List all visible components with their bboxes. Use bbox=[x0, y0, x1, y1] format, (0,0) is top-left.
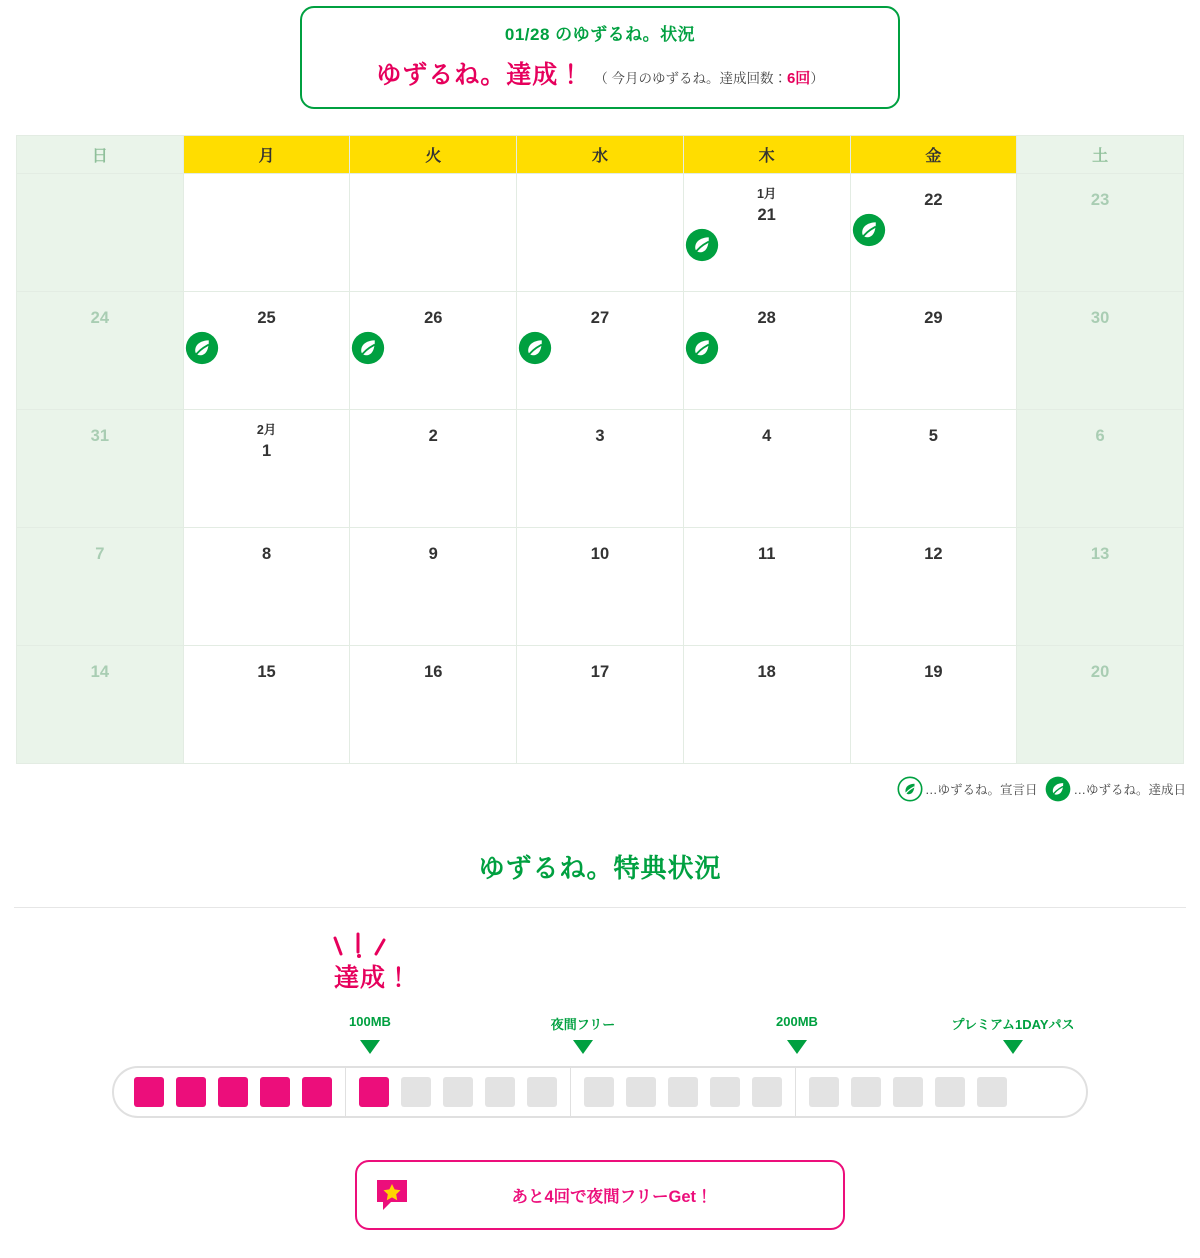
calendar-day-number: 6 bbox=[1095, 427, 1105, 445]
banner-sub-prefix: （ 今月のゆずるね。達成回数： bbox=[594, 71, 787, 86]
calendar-day-number: 23 bbox=[1090, 191, 1110, 209]
star-balloon-icon bbox=[357, 1175, 427, 1215]
status-banner-wrapper bbox=[0, 0, 1200, 109]
sparkle-icon bbox=[318, 932, 428, 958]
progress-gauge bbox=[112, 1066, 1088, 1118]
calendar-day-cell[interactable] bbox=[1017, 528, 1184, 646]
calendar-day-number: 11 bbox=[757, 545, 776, 563]
calendar-day-cell[interactable] bbox=[683, 528, 850, 646]
achieved-label: 達成！ bbox=[333, 964, 412, 992]
calendar-day-cell[interactable] bbox=[1017, 292, 1184, 410]
calendar-day-cell[interactable] bbox=[183, 292, 350, 410]
gauge-segment-group bbox=[128, 1068, 346, 1116]
gauge-cell-empty bbox=[626, 1077, 656, 1107]
calendar-day-cell[interactable] bbox=[683, 646, 850, 764]
calendar-day-number: 16 bbox=[424, 663, 443, 681]
footer-message-wrapper bbox=[0, 1160, 1200, 1230]
milestone-arrow-icon bbox=[573, 1040, 593, 1054]
calendar-empty-cell bbox=[350, 174, 517, 292]
calendar-day-number: 26 bbox=[424, 309, 443, 327]
calendar-day-number: 15 bbox=[257, 663, 276, 681]
calendar-day-number: 12 bbox=[924, 545, 943, 563]
calendar-day-cell[interactable] bbox=[183, 528, 350, 646]
calendar-day-number: 3 bbox=[595, 427, 605, 445]
calendar-day-number: 22 bbox=[924, 191, 943, 209]
calendar-day-cell[interactable] bbox=[850, 646, 1017, 764]
gauge-cell-empty bbox=[977, 1077, 1007, 1107]
calendar-day-number: 14 bbox=[90, 663, 110, 681]
leaf-filled-icon bbox=[685, 228, 849, 262]
calendar-day-cell[interactable] bbox=[183, 646, 350, 764]
calendar-day-cell[interactable] bbox=[683, 292, 850, 410]
calendar-day-number: 24 bbox=[90, 309, 110, 327]
calendar-legend bbox=[0, 776, 1186, 802]
milestone-label: 夜間フリー bbox=[550, 1017, 616, 1032]
footer-message-text: あと4回で夜間フリーGet！ bbox=[511, 1188, 713, 1206]
gauge-cell-filled bbox=[176, 1077, 206, 1107]
calendar-empty-cell bbox=[517, 174, 684, 292]
status-banner-title: 01/28 のゆずるね。状況 bbox=[504, 25, 696, 44]
milestone-arrow-icon bbox=[787, 1040, 807, 1054]
gauge-cell-empty bbox=[527, 1077, 557, 1107]
gauge-cell-empty bbox=[401, 1077, 431, 1107]
status-banner-sub-text bbox=[594, 67, 824, 88]
milestone-label: 100MB bbox=[349, 1014, 391, 1029]
calendar-day-number: 17 bbox=[590, 663, 610, 681]
calendar-day-number: 5 bbox=[928, 427, 938, 445]
calendar-header-sat: 土 bbox=[1017, 136, 1184, 174]
calendar bbox=[16, 135, 1184, 764]
leaf-filled-icon bbox=[852, 213, 1016, 247]
leaf-filled-icon bbox=[685, 331, 849, 365]
calendar-day-cell[interactable] bbox=[683, 410, 850, 528]
gauge-cell-empty bbox=[668, 1077, 698, 1107]
calendar-header-wed: 水 bbox=[517, 136, 684, 174]
calendar-day-cell[interactable] bbox=[1017, 410, 1184, 528]
gauge-cell-empty bbox=[893, 1077, 923, 1107]
calendar-day-number: 18 bbox=[757, 663, 776, 681]
gauge-cell-filled bbox=[359, 1077, 389, 1107]
calendar-day-cell[interactable] bbox=[850, 410, 1017, 528]
calendar-header-row bbox=[17, 136, 1184, 174]
calendar-day-number: 9 bbox=[428, 545, 438, 563]
calendar-day-cell[interactable] bbox=[850, 174, 1017, 292]
calendar-day-number: 29 bbox=[924, 309, 943, 327]
calendar-day-number: 8 bbox=[261, 545, 272, 563]
calendar-header-mon: 月 bbox=[183, 136, 350, 174]
legend-achieved-label: …ゆずるね。達成日 bbox=[1073, 783, 1186, 797]
leaf-filled-icon bbox=[185, 331, 349, 365]
calendar-header-thu: 木 bbox=[683, 136, 850, 174]
benefits-gauge-area bbox=[0, 926, 1200, 1146]
calendar-day-cell[interactable] bbox=[350, 646, 517, 764]
calendar-day-number: 21 bbox=[757, 205, 776, 224]
benefits-title: ゆずるね。特典状況 bbox=[478, 853, 722, 883]
calendar-day-cell[interactable] bbox=[1017, 174, 1184, 292]
milestone-label: 200MB bbox=[776, 1014, 818, 1029]
calendar-header-tue: 火 bbox=[350, 136, 517, 174]
calendar-day-number: 19 bbox=[924, 663, 943, 681]
calendar-day-cell[interactable] bbox=[17, 410, 184, 528]
gauge-cell-empty bbox=[851, 1077, 881, 1107]
calendar-month-tag: 1月 bbox=[756, 187, 777, 201]
gauge-cell-empty bbox=[710, 1077, 740, 1107]
gauge-cell-empty bbox=[485, 1077, 515, 1107]
milestone-label: プレミアム1DAYパス bbox=[951, 1017, 1075, 1032]
calendar-day-cell[interactable] bbox=[683, 174, 850, 292]
achieved-badge bbox=[318, 932, 428, 994]
gauge-cell-filled bbox=[134, 1077, 164, 1107]
leaf-filled-icon bbox=[518, 331, 682, 365]
gauge-cell-filled bbox=[218, 1077, 248, 1107]
calendar-day-cell[interactable] bbox=[1017, 646, 1184, 764]
calendar-day-cell[interactable] bbox=[850, 528, 1017, 646]
calendar-day-number: 30 bbox=[1090, 309, 1110, 327]
calendar-day-number: 25 bbox=[257, 309, 276, 327]
calendar-header-sun: 日 bbox=[17, 136, 184, 174]
milestone-labels bbox=[0, 1014, 1200, 1034]
legend-declared bbox=[897, 776, 1038, 802]
calendar-day-number: 7 bbox=[95, 545, 105, 563]
gauge-segment-group bbox=[803, 1068, 1020, 1116]
banner-sub-count: 6回 bbox=[786, 70, 811, 87]
calendar-week-row bbox=[17, 646, 1184, 764]
milestone-arrow-icon bbox=[360, 1040, 380, 1054]
status-banner-row bbox=[302, 55, 898, 91]
calendar-body bbox=[17, 174, 1184, 764]
calendar-day-number: 20 bbox=[1090, 663, 1110, 681]
status-banner bbox=[300, 6, 900, 109]
calendar-day-number: 2 bbox=[428, 427, 438, 445]
gauge-segment-group bbox=[578, 1068, 796, 1116]
gauge-cell-filled bbox=[302, 1077, 332, 1107]
banner-sub-suffix: ） bbox=[810, 71, 824, 86]
calendar-day-cell[interactable] bbox=[350, 528, 517, 646]
calendar-day-number: 27 bbox=[590, 309, 610, 327]
calendar-day-cell[interactable] bbox=[350, 410, 517, 528]
calendar-day-cell[interactable] bbox=[850, 292, 1017, 410]
calendar-empty-cell bbox=[17, 174, 184, 292]
milestone-arrow-icon bbox=[1003, 1040, 1023, 1054]
calendar-day-number: 1 bbox=[261, 441, 272, 460]
calendar-day-cell[interactable] bbox=[517, 528, 684, 646]
calendar-day-cell[interactable] bbox=[517, 292, 684, 410]
calendar-day-cell[interactable] bbox=[17, 292, 184, 410]
gauge-cell-empty bbox=[809, 1077, 839, 1107]
calendar-day-cell[interactable] bbox=[17, 528, 184, 646]
gauge-cell-empty bbox=[443, 1077, 473, 1107]
footer-message-pill[interactable] bbox=[355, 1160, 845, 1230]
calendar-day-number: 28 bbox=[757, 309, 776, 327]
calendar-day-number: 4 bbox=[762, 427, 772, 445]
gauge-cell-empty bbox=[935, 1077, 965, 1107]
status-banner-main-text: ゆずるね。達成！ bbox=[376, 61, 585, 89]
calendar-week-row bbox=[17, 528, 1184, 646]
calendar-week-row bbox=[17, 410, 1184, 528]
gauge-cell-empty bbox=[584, 1077, 614, 1107]
calendar-day-number: 10 bbox=[590, 545, 610, 563]
leaf-outline-icon bbox=[897, 776, 923, 802]
calendar-month-tag: 2月 bbox=[256, 423, 277, 437]
calendar-header-fri: 金 bbox=[850, 136, 1017, 174]
gauge-cell-filled bbox=[260, 1077, 290, 1107]
legend-achieved bbox=[1045, 776, 1186, 802]
calendar-day-cell[interactable] bbox=[183, 410, 350, 528]
calendar-week-row bbox=[17, 174, 1184, 292]
divider bbox=[14, 907, 1186, 908]
legend-declared-label: …ゆずるね。宣言日 bbox=[924, 783, 1038, 797]
calendar-empty-cell bbox=[183, 174, 350, 292]
gauge-segment-group bbox=[353, 1068, 571, 1116]
leaf-filled-icon bbox=[1045, 776, 1071, 802]
calendar-day-cell[interactable] bbox=[350, 292, 517, 410]
gauge-cell-empty bbox=[752, 1077, 782, 1107]
calendar-day-cell[interactable] bbox=[517, 410, 684, 528]
calendar-day-number: 31 bbox=[90, 427, 110, 445]
leaf-filled-icon bbox=[351, 331, 515, 365]
calendar-day-cell[interactable] bbox=[17, 646, 184, 764]
calendar-week-row bbox=[17, 292, 1184, 410]
calendar-day-number: 13 bbox=[1090, 545, 1110, 563]
calendar-day-cell[interactable] bbox=[517, 646, 684, 764]
